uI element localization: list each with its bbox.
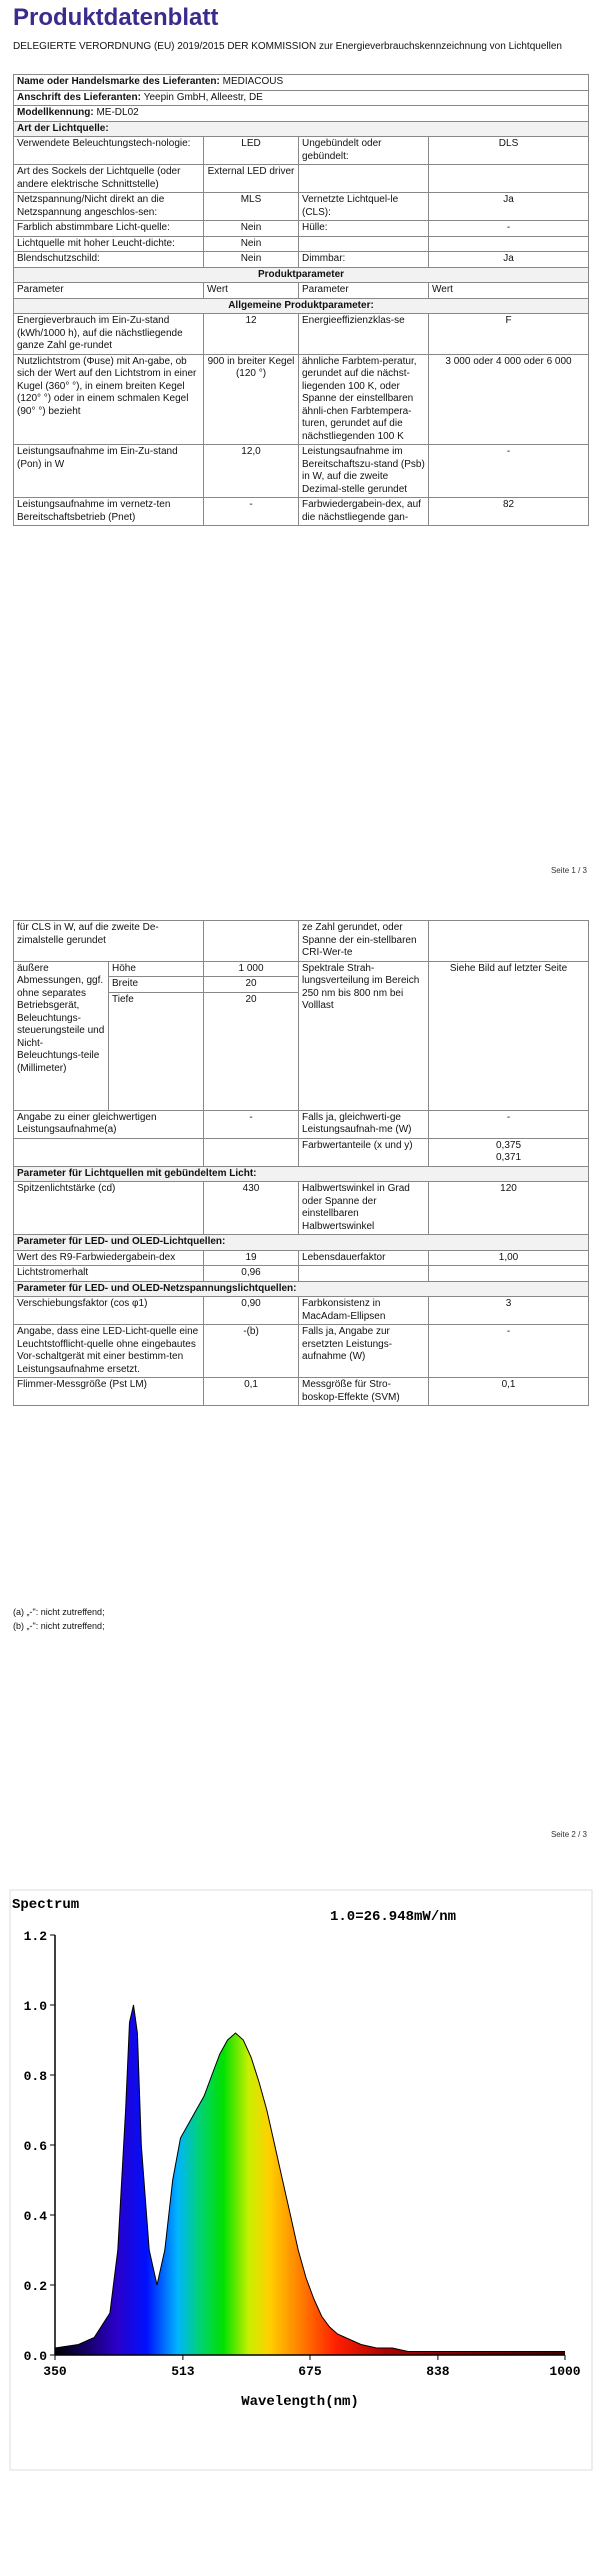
param-label: Angabe, dass eine LED-Licht-quelle eine Leuchtstofflicht-quelle ohne eingebautes Vor-schaltgerät mit einer bestimm-ten Leistungsaufnahme ersetzt. [14, 1325, 204, 1378]
type-value: Nein [204, 236, 299, 252]
y-tick-label: 0.8 [23, 2069, 47, 2084]
param-value: 19 [204, 1250, 299, 1266]
param-label: Spektrale Strah-lungsverteilung im Bereich 250 nm bis 800 nm bei Volllast [299, 961, 429, 1110]
param-label: Verschiebungsfaktor (cos φ1) [14, 1297, 204, 1325]
y-tick-label: 0.6 [23, 2139, 47, 2154]
param-value: - [429, 445, 589, 498]
type-label: Ungebündelt oder gebündelt: [299, 137, 429, 165]
param-label: Lebensdauerfaktor [299, 1250, 429, 1266]
dimension-key: Breite [109, 977, 204, 993]
type-value: Ja [429, 193, 589, 221]
document-title: Produktdatenblatt [13, 4, 219, 31]
supplier-name-value: MEDIACOUS [222, 76, 284, 87]
type-label: Art des Sockels der Lichtquelle (oder andere elektrische Schnittstelle) [14, 165, 204, 193]
type-label: Vernetzte Lichtquel-le (CLS): [299, 193, 429, 221]
param-value: 1,00 [429, 1250, 589, 1266]
type-value: LED [204, 137, 299, 165]
param-value: 0,90 [204, 1297, 299, 1325]
x-tick-label: 675 [298, 2364, 322, 2379]
param-value: 0,1 [204, 1378, 299, 1406]
type-label: Hülle: [299, 221, 429, 237]
param-label: ähnliche Farbtem-peratur, gerundet auf die nächst-liegenden 100 K, oder Spanne der einstellbaren ähnli-chen Farbtempera-turen, gerundet auf die nächstliegenden 100 K [299, 354, 429, 445]
type-value: Nein [204, 252, 299, 268]
param-value: 12,0 [204, 445, 299, 498]
x-tick-label: 350 [43, 2364, 67, 2379]
footnote-a: (a) „-": nicht zutreffend; [13, 1607, 105, 1617]
dimension-value: 20 [204, 992, 299, 1110]
param-value: 12 [204, 314, 299, 355]
param-label: Nutzlichtstrom (Φuse) mit An-gabe, ob sich der Wert auf den Lichtstrom in einer Kugel (360° °), in einem breiten Kegel (120° °) oder in einem schmalen Kegel (90° °) bezieht [14, 354, 204, 445]
param-label [299, 1266, 429, 1282]
y-tick-label: 0.4 [23, 2209, 47, 2224]
param-value: - [429, 1325, 589, 1378]
section-light-source-type: Art der Lichtquelle: [14, 121, 589, 137]
param-label: ze Zahl gerundet, oder Spanne der ein-stellbaren CRI-Wer-te [299, 921, 429, 962]
product-sheet-table-1 [13, 74, 589, 526]
model-value: ME-DL02 [96, 107, 139, 118]
general-params-title: Allgemeine Produktparameter: [14, 298, 589, 314]
param-label: Farbkonsistenz in MacAdam-Ellipsen [299, 1297, 429, 1325]
type-value: DLS [429, 137, 589, 165]
param-value: -(b) [204, 1325, 299, 1378]
footnotes [0, 1605, 105, 1633]
product-params-title: Produktparameter [14, 267, 589, 283]
page-1 [0, 0, 603, 880]
type-value: Ja [429, 252, 589, 268]
type-label: Blendschutzschild: [14, 252, 204, 268]
param-value: 900 in breiter Kegel (120 °) [204, 354, 299, 445]
type-label [299, 165, 429, 193]
type-label [299, 236, 429, 252]
param-label: Falls ja, gleichwerti-ge Leistungsaufnah-me (W) [299, 1110, 429, 1138]
type-value: MLS [204, 193, 299, 221]
type-value: - [429, 221, 589, 237]
supplier-address-value: Yeepin GmbH, Alleestr, DE [143, 91, 263, 103]
param-label: Farbwiedergabein-dex, auf die nächstliegende gan- [299, 498, 429, 526]
param-value: 3 [429, 1297, 589, 1325]
param-label: Spitzenlichtstärke (cd) [14, 1182, 204, 1235]
page-number: Seite 1 / 3 [550, 866, 587, 875]
x-axis-label: Wavelength(nm) [241, 2394, 359, 2410]
x-tick-label: 838 [426, 2364, 450, 2379]
supplier-name-label: Name oder Handelsmarke des Lieferanten: [17, 76, 220, 87]
param-label [14, 1138, 204, 1166]
dimension-value: 20 [204, 977, 299, 993]
type-value: Nein [204, 221, 299, 237]
param-label: Falls ja, Angabe zur ersetzten Leistungs-aufnahme (W) [299, 1325, 429, 1378]
dimensions-label: äußere Abmessungen, ggf. ohne separates Betriebsgerät, Beleuchtungs-steuerungsteile und Nicht-Beleuchtungs-teile (Millimeter) [14, 961, 109, 1110]
param-label: Lichtstromerhalt [14, 1266, 204, 1282]
dimension-key: Höhe [109, 961, 204, 977]
param-label: Halbwertswinkel in Grad oder Spanne der einstellbaren Halbwertswinkel [299, 1182, 429, 1235]
supplier-address-label: Anschrift des Lieferanten: [17, 91, 141, 103]
param-value: - [204, 498, 299, 526]
footnote-b: (b) „-": nicht zutreffend; [13, 1621, 105, 1631]
model-label: Modellkennung: [17, 107, 94, 118]
param-value: F [429, 314, 589, 355]
col-header-value: Wert [204, 283, 299, 299]
page-3 [0, 1880, 603, 2480]
param-value: - [429, 1110, 589, 1138]
param-value: - [204, 1110, 299, 1138]
param-label: Messgröße für Stro-boskop-Effekte (SVM) [299, 1378, 429, 1406]
y-tick-label: 0.0 [23, 2349, 47, 2364]
chart-annotation: 1.0=26.948mW/nm [330, 1909, 457, 1925]
type-label: Dimmbar: [299, 252, 429, 268]
dimension-value: 1 000 [204, 961, 299, 977]
param-label: Energieverbrauch im Ein-Zu-stand (kWh/1000 h), auf die nächstliegende ganze Zahl ge-rundet [14, 314, 204, 355]
spectrum-chart [0, 1880, 603, 2480]
param-value: 3 000 oder 4 000 oder 6 000 [429, 354, 589, 445]
type-value [429, 236, 589, 252]
type-value: External LED driver [204, 165, 299, 193]
param-value: 0,1 [429, 1378, 589, 1406]
param-value: 120 [429, 1182, 589, 1235]
type-value [429, 165, 589, 193]
focused-params-title: Parameter für Lichtquellen mit gebündeltem Licht: [14, 1166, 589, 1182]
x-tick-label: 513 [171, 2364, 195, 2379]
param-value: 82 [429, 498, 589, 526]
col-header-value: Wert [429, 283, 589, 299]
product-sheet-table-2 [13, 920, 589, 1406]
mains-params-title: Parameter für LED- und OLED-Netzspannungslichtquellen: [14, 1281, 589, 1297]
type-label: Netzspannung/Nicht direkt an die Netzspannung angeschlos-sen: [14, 193, 204, 221]
param-value: 0,375 0,371 [429, 1138, 589, 1166]
col-header-parameter: Parameter [14, 283, 204, 299]
y-tick-label: 0.2 [23, 2279, 47, 2294]
param-label: Leistungsaufnahme im vernetz-ten Bereitschaftsbetrieb (Pnet) [14, 498, 204, 526]
page-2 [0, 900, 603, 1839]
param-value: 430 [204, 1182, 299, 1235]
x-tick-label: 1000 [549, 2364, 581, 2379]
param-value: 0,96 [204, 1266, 299, 1282]
y-tick-label: 1.2 [23, 1929, 47, 1944]
type-label: Lichtquelle mit hoher Leucht-dichte: [14, 236, 204, 252]
y-tick-label: 1.0 [23, 1999, 47, 2014]
col-header-parameter: Parameter [299, 283, 429, 299]
param-label: Angabe zu einer gleichwertigen Leistungsaufnahme(a) [14, 1110, 204, 1138]
param-value [429, 1266, 589, 1282]
param-label: Wert des R9-Farbwiedergabein-dex [14, 1250, 204, 1266]
type-label: Verwendete Beleuchtungstech-nologie: [14, 137, 204, 165]
param-value: Siehe Bild auf letzter Seite [429, 961, 589, 1110]
led-params-title: Parameter für LED- und OLED-Lichtquellen: [14, 1235, 589, 1251]
chart-title: Spectrum [12, 1897, 80, 1913]
type-label: Farblich abstimmbare Licht-quelle: [14, 221, 204, 237]
param-label: Leistungsaufnahme im Ein-Zu-stand (Pon) in W [14, 445, 204, 498]
param-label: für CLS in W, auf die zweite De-zimalstelle gerundet [14, 921, 204, 962]
param-label: Leistungsaufnahme im Bereitschaftszu-stand (Psb) in W, auf die zweite Dezimal-stelle gerundet [299, 445, 429, 498]
page-number: Seite 2 / 3 [550, 1830, 587, 1839]
param-label: Flimmer-Messgröße (Pst LM) [14, 1378, 204, 1406]
param-label: Farbwertanteile (x und y) [299, 1138, 429, 1166]
param-value [204, 1138, 299, 1166]
param-label: Energieeffizienzklas-se [299, 314, 429, 355]
document-subtitle: DELEGIERTE VERORDNUNG (EU) 2019/2015 DER KOMMISSION zur Energieverbrauchskennzeichnung von Lichtquellen [13, 41, 562, 52]
dimension-key: Tiefe [109, 992, 204, 1110]
